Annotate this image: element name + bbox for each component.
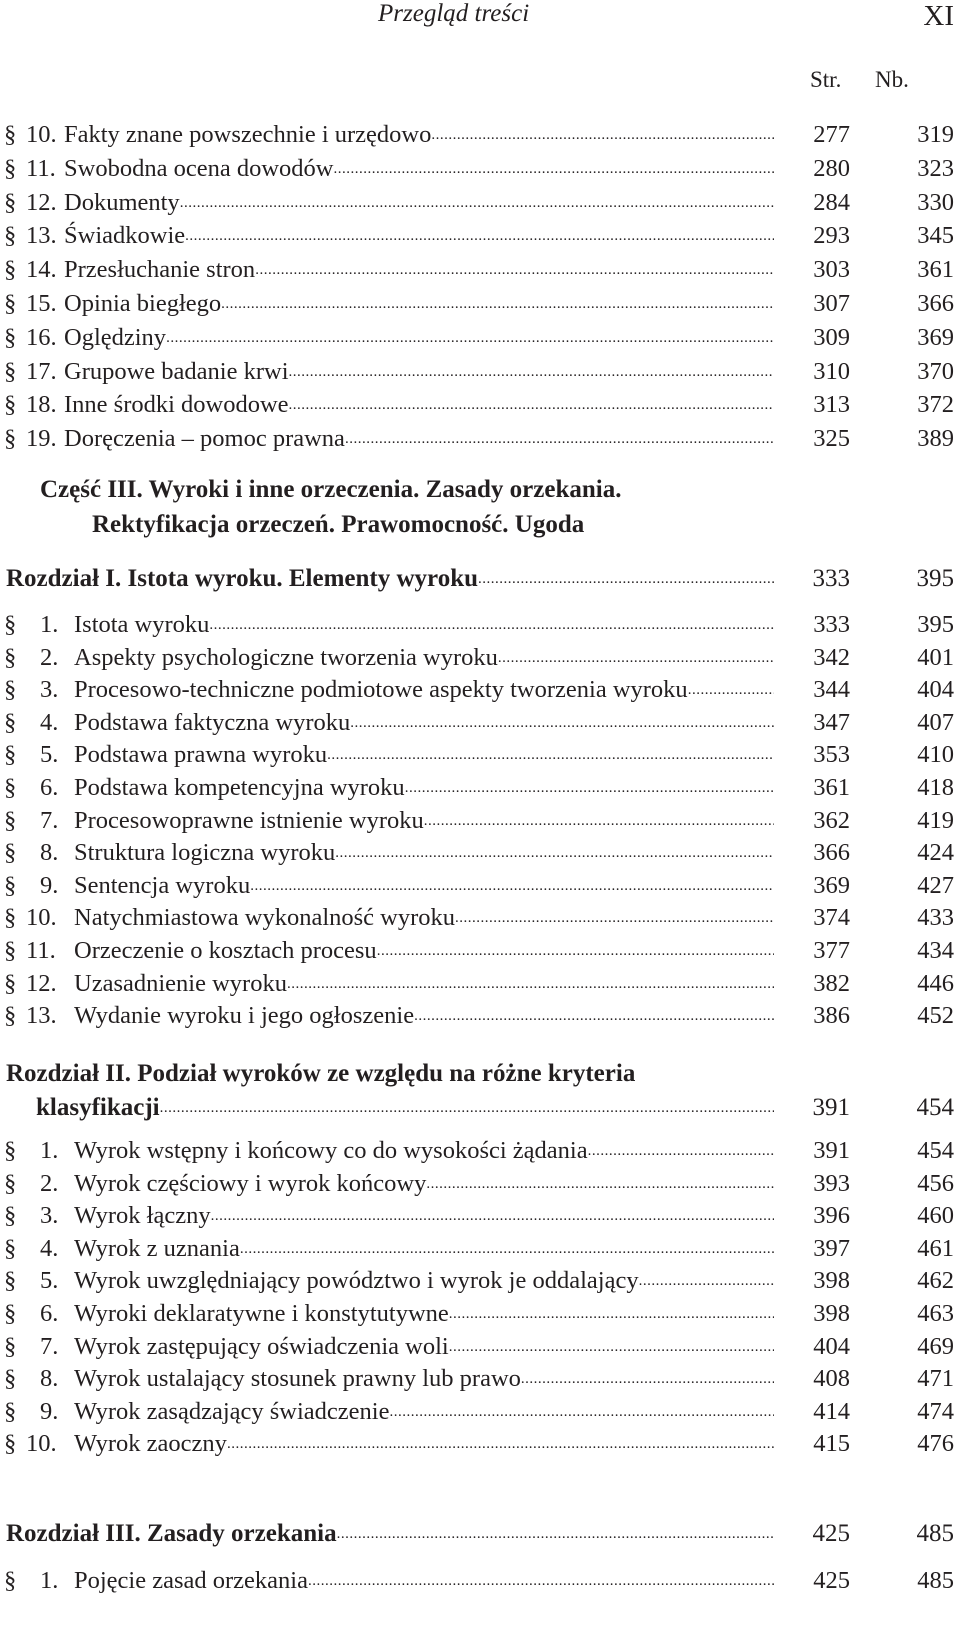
entry-number: 19. — [26, 425, 57, 453]
page-str: 396 — [813, 1202, 850, 1230]
toc-row — [0, 902, 960, 934]
page-str: 325 — [813, 425, 850, 453]
page-str: 344 — [813, 676, 850, 704]
toc-row — [0, 935, 960, 967]
entry-title-row — [74, 1565, 774, 1597]
entry-number: 16. — [26, 323, 57, 351]
page-str: 397 — [813, 1234, 850, 1262]
dot-leader — [498, 642, 774, 674]
chapter-title-row — [36, 1091, 774, 1125]
dot-leader — [227, 1428, 774, 1460]
entry-number: 5. — [40, 1267, 59, 1295]
section-symbol: § — [4, 1267, 17, 1295]
column-header-str: Str. — [810, 67, 842, 92]
entry-title: Oględziny — [64, 323, 167, 351]
dot-leader — [431, 119, 774, 151]
page-str: 280 — [813, 154, 850, 182]
entry-title: Orzeczenie o kosztach procesu — [74, 937, 377, 964]
dot-leader — [414, 1000, 774, 1032]
section-symbol: § — [4, 391, 17, 419]
page-str: 277 — [813, 121, 850, 148]
page-nb: 454 — [916, 1094, 954, 1121]
section-symbol: § — [4, 188, 17, 216]
chapter-heading-2-line2 — [0, 1091, 960, 1125]
dot-leader — [639, 1265, 774, 1297]
section-symbol: § — [4, 643, 17, 671]
entry-title-row — [74, 1396, 774, 1428]
page-str: 307 — [813, 290, 850, 317]
dot-leader — [211, 1200, 774, 1232]
entry-number: 8. — [40, 839, 59, 867]
entry-number: 10. — [26, 904, 57, 932]
entry-title: Sentencja wyroku — [74, 871, 251, 899]
page-nb: 401 — [917, 643, 954, 671]
entry-number: 15. — [26, 290, 57, 317]
entry-title-row — [74, 870, 774, 902]
section-symbol: § — [4, 806, 17, 834]
entry-number: 7. — [40, 806, 59, 834]
dot-leader — [521, 1363, 774, 1395]
page-str: 393 — [813, 1169, 850, 1197]
page-str: 361 — [813, 774, 850, 801]
entry-title-row — [64, 389, 774, 421]
toc-row — [0, 356, 960, 388]
section-symbol: § — [4, 154, 17, 182]
entry-number: 14. — [26, 256, 57, 284]
page-str: 377 — [813, 937, 850, 964]
page-nb: 419 — [917, 806, 954, 834]
toc-row — [0, 389, 960, 421]
page-str: 369 — [813, 871, 850, 899]
entry-title: Procesowoprawne istnienie wyroku — [74, 806, 424, 834]
entry-title: Grupowe badanie krwi — [64, 357, 289, 385]
toc-row — [0, 1565, 960, 1597]
entry-title-row — [74, 1363, 774, 1395]
page-number: XI — [923, 0, 954, 32]
entry-number: 13. — [26, 222, 57, 250]
dot-leader — [335, 837, 774, 869]
page-nb: 485 — [916, 1520, 954, 1547]
page-nb: 424 — [917, 839, 954, 867]
entry-number: 6. — [40, 774, 59, 801]
toc-row — [0, 1200, 960, 1232]
entry-title-row — [74, 674, 774, 706]
chapter-title: Rozdział I. Istota wyroku. Elementy wyroku — [6, 565, 479, 592]
entry-title: Wyrok ustalający stosunek prawny lub prawo — [74, 1365, 521, 1393]
section-symbol: § — [4, 121, 17, 148]
entry-number: 10. — [26, 121, 57, 148]
dot-leader — [327, 739, 774, 771]
entry-title: Inne środki dowodowe — [64, 391, 289, 419]
column-header-nb: Nb. — [875, 67, 909, 92]
dot-leader — [449, 1331, 774, 1363]
entry-number: 2. — [40, 643, 59, 671]
page-str: 398 — [813, 1267, 850, 1295]
running-header-title: Przegląd treści — [378, 0, 530, 27]
page-nb: 395 — [916, 565, 954, 592]
chapter-title: Rozdział III. Zasady orzekania — [6, 1520, 337, 1547]
entry-title: Procesowo-techniczne podmiotowe aspekty tworzenia wyroku — [74, 676, 688, 704]
entry-number: 5. — [40, 741, 59, 769]
entry-title-row — [74, 1298, 774, 1330]
entry-title-row — [74, 1000, 774, 1032]
dot-leader — [449, 1298, 774, 1330]
dot-leader — [426, 1168, 774, 1200]
dot-leader — [209, 609, 774, 641]
toc-row — [0, 119, 960, 151]
page-nb: 319 — [917, 121, 954, 148]
toc-row — [0, 1396, 960, 1428]
section-symbol: § — [4, 290, 17, 317]
entry-title-row — [74, 1265, 774, 1297]
entry-title-row — [64, 187, 774, 219]
entry-title: Aspekty psychologiczne tworzenia wyroku — [74, 643, 498, 671]
entry-number: 1. — [40, 1567, 59, 1594]
dot-leader — [308, 1565, 774, 1597]
dot-leader — [255, 254, 774, 286]
dot-leader — [180, 187, 774, 219]
page-nb: 370 — [917, 357, 954, 385]
chapter-heading-3 — [0, 1517, 960, 1551]
section-symbol: § — [4, 357, 17, 385]
entry-number: 12. — [26, 188, 57, 216]
entry-title-row — [74, 805, 774, 837]
page-nb: 456 — [917, 1169, 954, 1197]
toc-row — [0, 1265, 960, 1297]
page-nb: 462 — [917, 1267, 954, 1295]
page-str: 415 — [813, 1430, 850, 1458]
entry-title-row — [74, 935, 774, 967]
section-symbol: § — [4, 323, 17, 351]
entry-title: Wyrok zastępujący oświadczenia woli — [74, 1332, 449, 1360]
toc-row — [0, 1298, 960, 1330]
section-symbol: § — [4, 904, 17, 932]
part-heading-line2: Rektyfikacja orzeczeń. Prawomocność. Ugoda — [92, 511, 585, 538]
toc-row — [0, 1428, 960, 1460]
section-symbol: § — [4, 1202, 17, 1230]
entry-title: Przesłuchanie stron — [64, 256, 256, 284]
section-symbol: § — [4, 1365, 17, 1393]
page-nb: 460 — [917, 1202, 954, 1230]
page-str: 366 — [813, 839, 850, 867]
chapter-title: Rozdział II. Podział wyroków ze względu na różne kryteria — [6, 1060, 636, 1087]
entry-title-row — [74, 1428, 774, 1460]
page-nb: 433 — [917, 904, 954, 932]
toc-row — [0, 870, 960, 902]
page-nb: 361 — [917, 256, 954, 284]
toc-row — [0, 288, 960, 320]
entry-title: Wydanie wyroku i jego ogłoszenie — [74, 1002, 415, 1030]
entry-title-row — [64, 423, 774, 455]
page-nb: 463 — [917, 1300, 954, 1327]
entry-number: 2. — [40, 1169, 59, 1197]
toc-row — [0, 1363, 960, 1395]
toc-row — [0, 609, 960, 641]
section-symbol: § — [4, 1137, 17, 1164]
entry-title: Podstawa prawna wyroku — [74, 741, 328, 769]
section-symbol: § — [4, 1397, 17, 1425]
toc-row — [0, 772, 960, 804]
page-str: 382 — [813, 969, 850, 997]
entry-title-row — [74, 1331, 774, 1363]
page-nb: 427 — [917, 871, 954, 899]
entry-title-row — [64, 254, 774, 286]
dot-leader — [688, 674, 774, 706]
section-symbol: § — [4, 676, 17, 704]
entry-number: 9. — [40, 871, 59, 899]
entry-title-row — [74, 1168, 774, 1200]
toc-row — [0, 642, 960, 674]
entry-title-row — [64, 119, 774, 151]
dot-leader — [166, 322, 774, 354]
toc-row — [0, 837, 960, 869]
page-nb: 366 — [917, 290, 954, 317]
section-symbol: § — [4, 1300, 17, 1327]
entry-number: 1. — [40, 1137, 59, 1164]
page-str: 284 — [813, 188, 850, 216]
section-symbol: § — [4, 425, 17, 453]
page-str: 310 — [813, 357, 850, 385]
entry-title: Opinia biegłego — [64, 290, 222, 317]
page-str: 425 — [813, 1567, 850, 1594]
entry-number: 9. — [40, 1397, 59, 1425]
entry-title-row — [64, 288, 774, 320]
entry-title: Wyrok uwzględniający powództwo i wyrok je oddalający — [74, 1267, 639, 1295]
entry-title: Dokumenty — [64, 188, 180, 216]
entry-title-row — [74, 739, 774, 771]
toc-row — [0, 322, 960, 354]
entry-title-row — [74, 1233, 774, 1265]
entry-title-row — [74, 1200, 774, 1232]
entry-number: 17. — [26, 357, 57, 385]
page-nb: 485 — [917, 1567, 954, 1594]
toc-row — [0, 1000, 960, 1032]
toc-row — [0, 1233, 960, 1265]
section-symbol: § — [4, 1169, 17, 1197]
page-nb: 418 — [917, 774, 954, 801]
dot-leader — [185, 220, 774, 252]
page-str: 374 — [813, 904, 850, 932]
page-nb: 461 — [917, 1234, 954, 1262]
chapter-title-row — [6, 1517, 774, 1551]
entry-title: Wyrok zasądzający świadczenie — [74, 1397, 390, 1425]
page-nb: 452 — [917, 1002, 954, 1030]
dot-leader — [350, 707, 774, 739]
dot-leader — [287, 968, 774, 1000]
entry-title: Wyrok zaoczny — [74, 1430, 227, 1458]
page-nb: 446 — [917, 969, 954, 997]
page-nb: 404 — [917, 676, 954, 704]
section-symbol: § — [4, 1002, 17, 1030]
entry-title-row — [74, 772, 774, 804]
entry-title-row — [74, 642, 774, 674]
page-str: 303 — [813, 256, 850, 284]
page-str: 386 — [813, 1002, 850, 1030]
toc-row — [0, 674, 960, 706]
entry-title: Wyroki deklaratywne i konstytutywne — [74, 1300, 449, 1327]
page-str: 347 — [813, 708, 850, 736]
entry-number: 1. — [40, 611, 59, 638]
toc-row — [0, 1331, 960, 1363]
page-str: 353 — [813, 741, 850, 769]
dot-leader — [289, 389, 774, 421]
toc-row — [0, 707, 960, 739]
entry-title: Podstawa faktyczna wyroku — [74, 708, 351, 736]
section-symbol: § — [4, 1567, 17, 1594]
entry-title-row — [64, 220, 774, 252]
page-str: 342 — [813, 643, 850, 671]
entry-number: 10. — [26, 1430, 57, 1458]
entry-title: Fakty znane powszechnie i urzędowo — [64, 121, 432, 148]
entry-title: Struktura logiczna wyroku — [74, 839, 336, 867]
page-str: 309 — [813, 323, 850, 351]
toc-row — [0, 1135, 960, 1167]
entry-number: 3. — [40, 1202, 59, 1230]
page-nb: 330 — [917, 188, 954, 216]
chapter-heading-1 — [0, 562, 960, 596]
entry-title: Świadkowie — [64, 222, 186, 250]
entry-title-row — [74, 902, 774, 934]
entry-number: 3. — [40, 676, 59, 704]
page-nb: 369 — [917, 323, 954, 351]
dot-leader — [221, 288, 774, 320]
section-symbol: § — [4, 774, 17, 801]
toc-row — [0, 153, 960, 185]
entry-title: Istota wyroku — [74, 611, 210, 638]
page-nb: 323 — [917, 154, 954, 182]
dot-leader — [333, 153, 774, 185]
dot-leader — [390, 1396, 775, 1428]
entry-title: Wyrok łączny — [74, 1202, 211, 1230]
toc-row — [0, 220, 960, 252]
entry-title: Swobodna ocena dowodów — [64, 154, 334, 182]
toc-row — [0, 423, 960, 455]
entry-title: Natychmiastowa wykonalność wyroku — [74, 904, 456, 932]
page-str: 391 — [812, 1094, 850, 1121]
dot-leader — [405, 772, 774, 804]
dot-leader — [250, 870, 774, 902]
entry-title-row — [74, 837, 774, 869]
dot-leader — [160, 1091, 774, 1125]
page-str: 425 — [812, 1520, 850, 1547]
entry-title: Wyrok częściowy i wyrok końcowy — [74, 1169, 427, 1197]
page-str: 391 — [813, 1137, 850, 1164]
toc-row — [0, 968, 960, 1000]
page-str: 414 — [813, 1397, 850, 1425]
page-nb: 471 — [917, 1365, 954, 1393]
entry-number: 11. — [26, 154, 56, 182]
dot-leader — [337, 1517, 774, 1551]
toc-row — [0, 254, 960, 286]
entry-title-row — [64, 322, 774, 354]
section-symbol: § — [4, 741, 17, 769]
dot-leader — [377, 935, 774, 967]
page-str: 313 — [813, 391, 850, 419]
chapter-heading-2-line1 — [0, 1057, 960, 1091]
section-symbol: § — [4, 1430, 17, 1458]
entry-number: 4. — [40, 1234, 59, 1262]
page-str: 333 — [813, 611, 850, 638]
section-symbol: § — [4, 1332, 17, 1360]
page-nb: 372 — [917, 391, 954, 419]
page-str: 333 — [812, 565, 850, 592]
toc-row — [0, 1168, 960, 1200]
page-nb: 407 — [917, 708, 954, 736]
entry-title: Doręczenia – pomoc prawna — [64, 425, 345, 453]
entry-title: Wyrok wstępny i końcowy co do wysokości żądania — [74, 1137, 588, 1164]
page-nb: 434 — [917, 937, 954, 964]
page-nb: 474 — [917, 1397, 954, 1425]
section-symbol: § — [4, 969, 17, 997]
entry-number: 8. — [40, 1365, 59, 1393]
page-str: 362 — [813, 806, 850, 834]
section-symbol: § — [4, 937, 17, 964]
entry-number: 11. — [26, 937, 56, 964]
entry-title: Pojęcie zasad orzekania — [74, 1567, 308, 1594]
page-str: 408 — [813, 1365, 850, 1393]
dot-leader — [588, 1135, 774, 1167]
page-nb: 345 — [917, 222, 954, 250]
page-nb: 476 — [917, 1430, 954, 1458]
dot-leader — [240, 1233, 774, 1265]
page-nb: 454 — [917, 1137, 954, 1164]
page-nb: 389 — [917, 425, 954, 453]
page-str: 398 — [813, 1300, 850, 1327]
entry-title-row — [74, 707, 774, 739]
chapter-title: klasyfikacji — [36, 1094, 160, 1121]
entry-number: 13. — [26, 1002, 57, 1030]
dot-leader — [478, 562, 774, 596]
entry-title-row — [64, 153, 774, 185]
entry-title-row — [64, 356, 774, 388]
page-nb: 395 — [917, 611, 954, 638]
entry-title: Uzasadnienie wyroku — [74, 969, 287, 997]
entry-number: 12. — [26, 969, 57, 997]
chapter-title-row — [6, 562, 774, 596]
entry-title: Wyrok z uznania — [74, 1234, 240, 1262]
entry-number: 4. — [40, 708, 59, 736]
page-nb: 410 — [917, 741, 954, 769]
dot-leader — [424, 805, 774, 837]
section-symbol: § — [4, 708, 17, 736]
dot-leader — [455, 902, 774, 934]
page-str: 293 — [813, 222, 850, 250]
page-nb: 469 — [917, 1332, 954, 1360]
part-heading-line1: Część III. Wyroki i inne orzeczenia. Zasady orzekania. — [40, 476, 622, 503]
dot-leader — [345, 423, 774, 455]
dot-leader — [289, 356, 774, 388]
entry-number: 18. — [26, 391, 57, 419]
toc-row — [0, 739, 960, 771]
section-symbol: § — [4, 1234, 17, 1262]
entry-number: 7. — [40, 1332, 59, 1360]
toc-row — [0, 187, 960, 219]
section-symbol: § — [4, 871, 17, 899]
section-symbol: § — [4, 256, 17, 284]
section-symbol: § — [4, 222, 17, 250]
section-symbol: § — [4, 839, 17, 867]
entry-title: Podstawa kompetencyjna wyroku — [74, 774, 405, 801]
page-str: 404 — [813, 1332, 850, 1360]
entry-title-row — [74, 609, 774, 641]
entry-title-row — [74, 1135, 774, 1167]
entry-number: 6. — [40, 1300, 59, 1327]
section-symbol: § — [4, 611, 17, 638]
entry-title-row — [74, 968, 774, 1000]
toc-row — [0, 805, 960, 837]
